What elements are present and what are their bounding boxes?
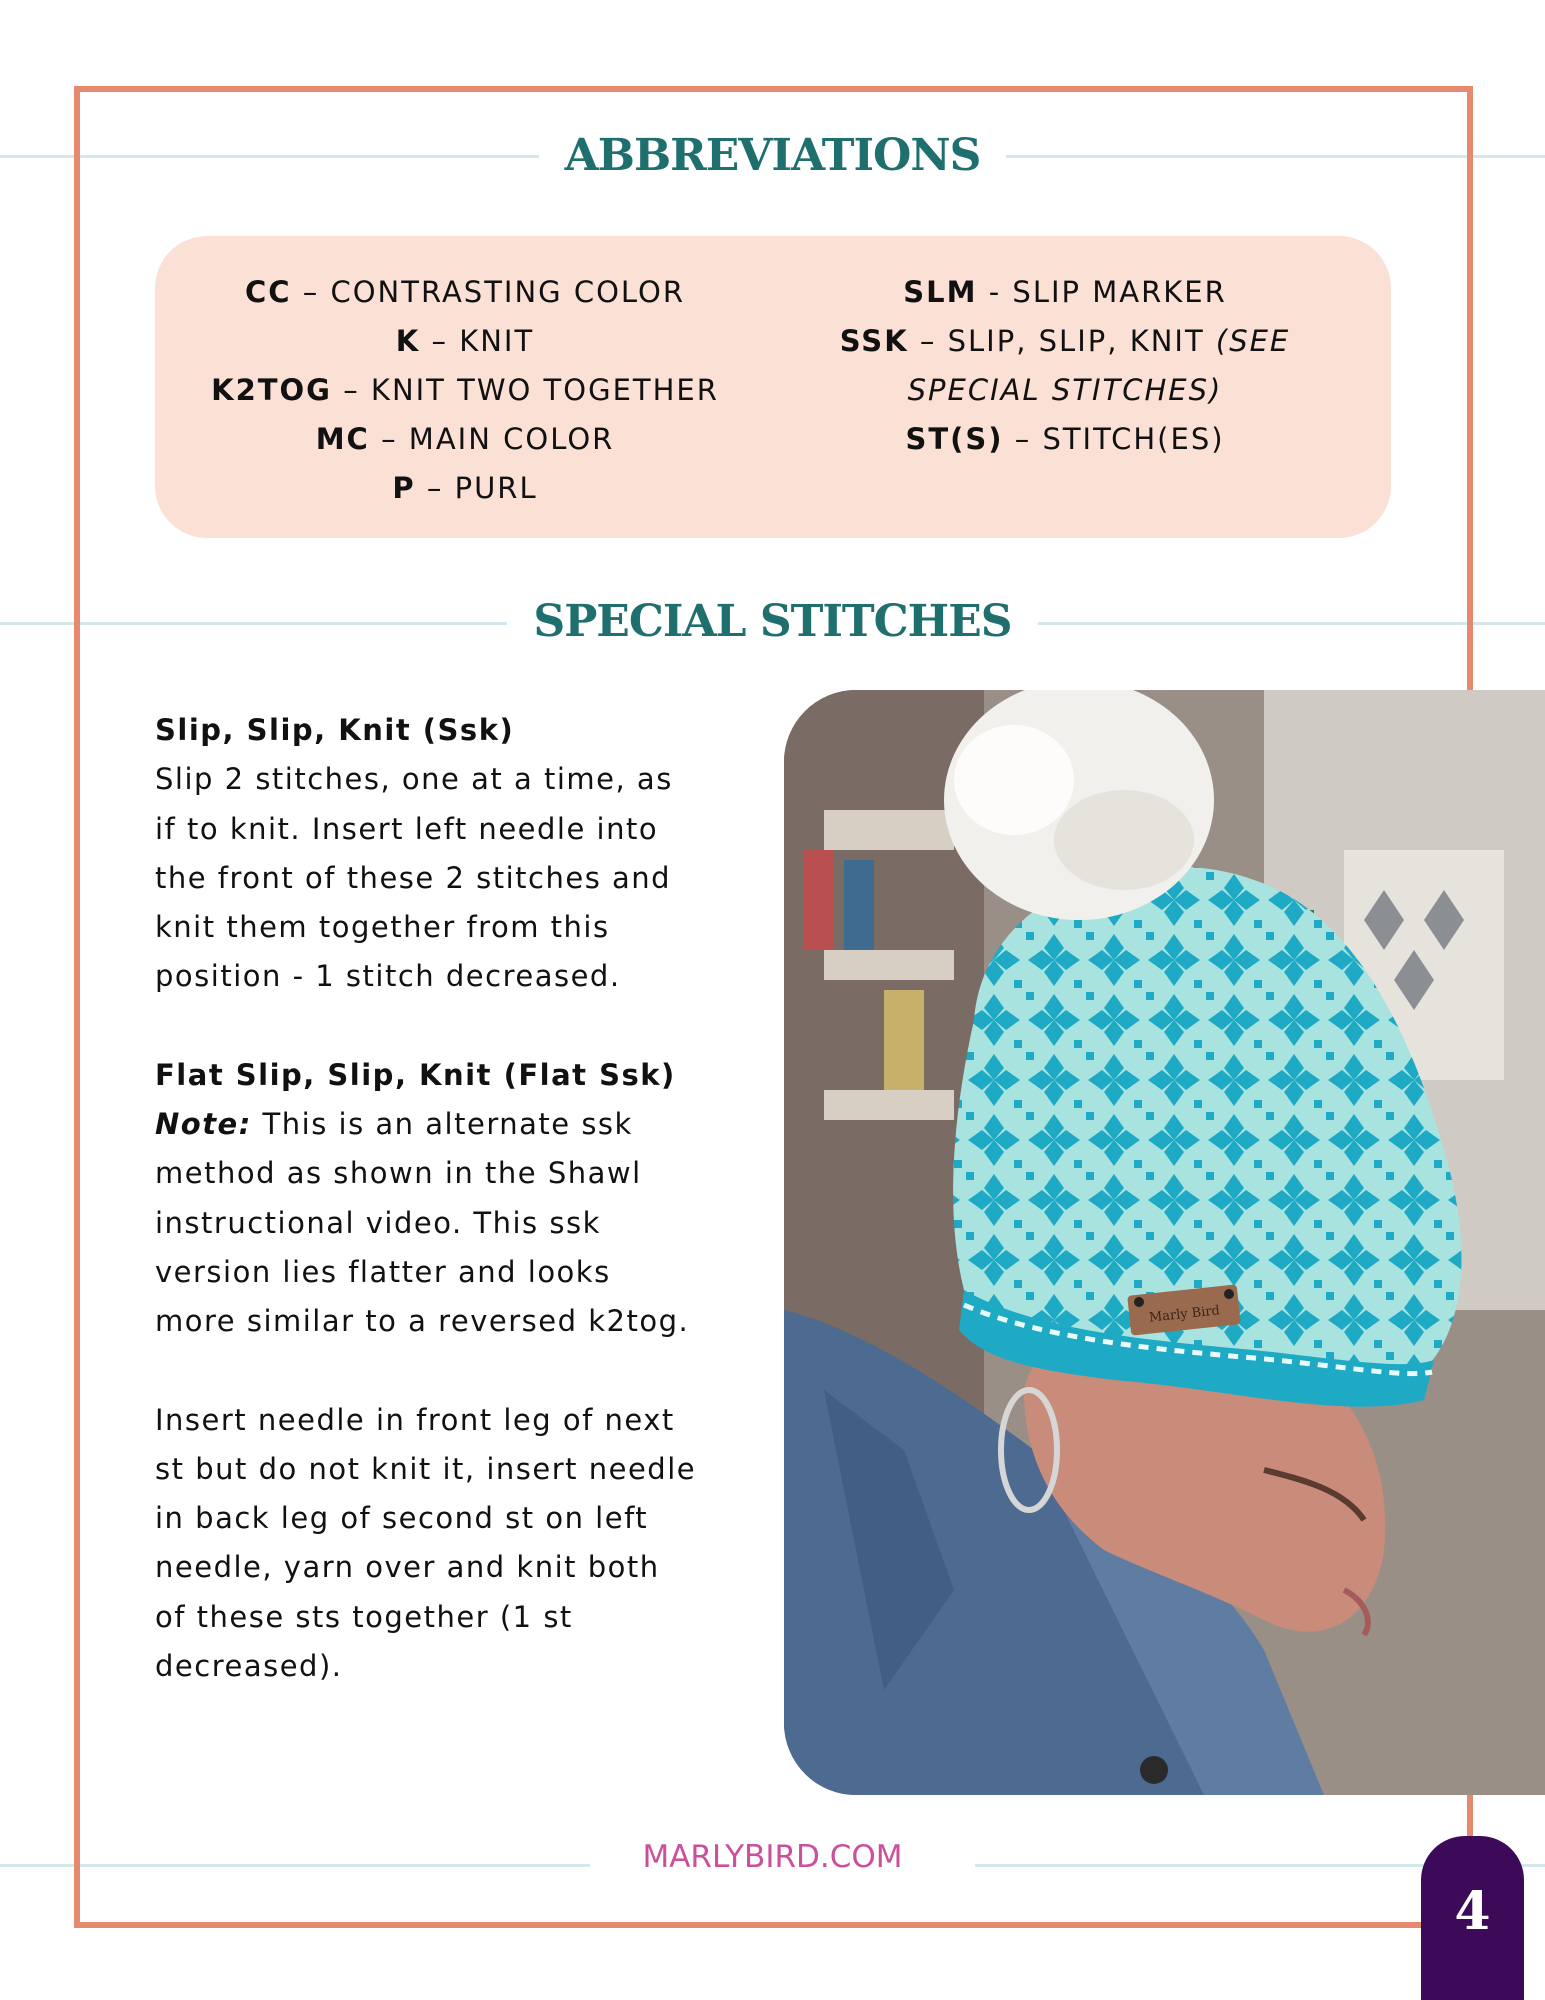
special-stitches-title: SPECIAL STITCHES [0,600,1545,644]
instruction-line: in back leg of second st on left [155,1501,649,1536]
instruction-line: decreased). [155,1649,343,1684]
ssk-line: Slip 2 stitches, one at a time, as [155,762,673,797]
special-stitches-text [155,706,755,1691]
abbr-item-slm: SLM - SLIP MARKER [903,275,1227,309]
abbreviations-right-column [775,268,1355,464]
abbr-item-ssk-note: SPECIAL STITCHES) [907,373,1223,407]
abbr-item-k: K – KNIT [395,324,535,358]
ssk-line: position - 1 stitch decreased. [155,959,621,994]
abbr-item-mc: MC – MAIN COLOR [315,422,615,456]
abbreviations-box [155,236,1391,538]
instruction-line: Insert needle in front leg of next [155,1402,675,1437]
flat-ssk-note [155,1100,755,1149]
abbreviations-title: ABBREVIATIONS [0,134,1545,178]
ssk-line: knit them together from this [155,910,610,945]
flat-ssk-heading: Flat Slip, Slip, Knit (Flat Ssk) [155,1057,676,1092]
ssk-heading: Slip, Slip, Knit (Ssk) [155,713,515,747]
abbreviations-left-column [185,268,745,513]
note-label: Note: [155,1107,252,1142]
abbr-item-p: P – PURL [392,471,538,505]
abbr-item-cc: CC – CONTRASTING COLOR [244,275,686,309]
flat-ssk-line: instructional video. This ssk [155,1205,601,1240]
abbr-item-sts: ST(S) – STITCH(ES) [905,422,1225,456]
page-number: 4 [1421,1836,1524,2000]
abbr-item-ssk: SSK – SLIP, SLIP, KNIT (SEE [839,324,1291,358]
flat-ssk-line: version lies flatter and looks [155,1254,611,1289]
hat-label: Marly Bird [1148,1303,1221,1326]
instruction-line: needle, yarn over and knit both [155,1550,660,1585]
ssk-line: if to knit. Insert left needle into [155,811,659,846]
ssk-line: the front of these 2 stitches and [155,860,672,895]
footer-site: MARLYBIRD.COM [0,1842,1545,1873]
note-text: This is an alternate ssk [251,1107,633,1142]
flat-ssk-line: more similar to a reversed k2tog. [155,1304,690,1339]
flat-ssk-line: method as shown in the Shawl [155,1156,642,1191]
abbr-item-k2tog: K2TOG – KNIT TWO TOGETHER [211,373,719,407]
instruction-line: st but do not knit it, insert needle [155,1451,697,1486]
instruction-line: of these sts together (1 st [155,1599,573,1634]
hat-photo [784,690,1545,1795]
